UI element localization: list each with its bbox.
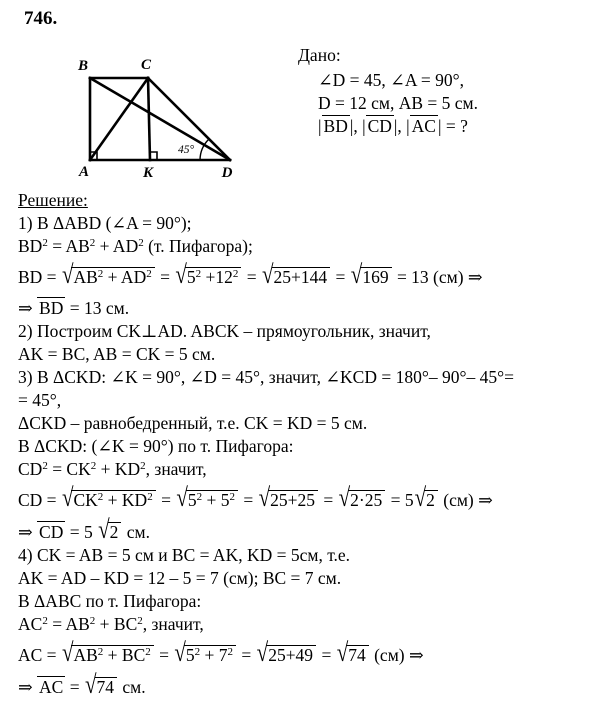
radical-sign: √	[174, 637, 186, 668]
superscript: 2	[42, 237, 48, 249]
geometry-figure	[64, 48, 244, 183]
vector-overline: BD	[39, 298, 64, 318]
vector-overline: AC	[39, 677, 64, 697]
superscript: 2	[137, 615, 143, 627]
solution-line: AC = $√AB^2 + BC^2 = √5^2 + 7^2 = √25+49 = √74$ (см) ⇒	[18, 637, 424, 668]
radicand: $AB^2 + AD^2$	[71, 267, 154, 287]
radical-sign: √	[61, 482, 74, 513]
solution-line: ⇒ CD = 5 √2 см.	[18, 514, 150, 545]
sqrt-expression	[262, 259, 330, 290]
sqrt-expression	[338, 482, 386, 513]
sqrt-expression	[98, 514, 121, 545]
radical-sign: √	[350, 259, 363, 290]
solution-line: $CD^2 = CK^2 + KD^2$, значит,	[18, 459, 207, 479]
radicand: $AB^2 + BC^2$	[71, 645, 153, 665]
sqrt-expression	[256, 637, 316, 668]
solution-line: $AC^2 = AB^2 + BC^2$, значит,	[18, 614, 204, 634]
given-title: Дано:	[298, 45, 341, 65]
superscript: 2	[146, 268, 152, 280]
radical-sign: √	[175, 259, 187, 290]
solution-line: В ΔABC по т. Пифагора:	[18, 591, 202, 611]
radicand: $CK^2 + KD^2$	[71, 490, 155, 510]
radical-sign: √	[336, 637, 349, 668]
solution-line: 3) В ΔCKD: ∠K = 90°, ∠D = 45°, значит, ∠KCD = 180°– 90°– 45°=	[18, 367, 514, 387]
superscript: 2	[42, 615, 48, 627]
solution-line: $BD^2 = AB^2 + AD^2$ (т. Пифагора);	[18, 236, 253, 256]
vertex-label-b: B	[77, 58, 89, 74]
superscript: 2	[232, 268, 239, 280]
solution-line: 1) В ΔABD (∠A = 90°);	[18, 213, 192, 233]
radical-sign: √	[61, 259, 74, 290]
given-line: | BD |, | CD |, | AC | = ?	[318, 115, 468, 136]
radicand: $5^2 +12^2$	[185, 267, 242, 287]
vector-overline: AC	[411, 115, 436, 136]
sqrt-expression	[414, 482, 438, 513]
radicand: $5^2 + 7^2$	[184, 645, 236, 665]
solution-title: Решение:	[18, 190, 88, 210]
solution-line: BD = $√AB^2 + AD^2 = √5^2 +12^2 = √25+144 = √169 = 13$ (см) ⇒	[18, 259, 483, 290]
radicand: 74	[95, 677, 118, 697]
superscript: 2	[140, 460, 146, 472]
radical-sign: √	[262, 259, 274, 290]
solution-block	[18, 188, 604, 699]
segment-ac	[90, 78, 148, 160]
superscript: 2	[97, 491, 104, 503]
superscript: 2	[229, 491, 235, 503]
solution-line: ⇒ AC = √74 см.	[18, 669, 146, 700]
solution-line: = 45°,	[18, 390, 62, 410]
superscript: 2	[89, 237, 96, 249]
vertex-label-a: A	[78, 164, 90, 180]
solution-line: ⇒ BD = 13 см.	[18, 298, 130, 318]
sqrt-expression	[350, 259, 392, 290]
given-line: D = 12 см, AB = 5 см.	[318, 92, 478, 113]
sqrt-expression	[84, 669, 117, 700]
superscript: 2	[42, 460, 48, 472]
superscript: 2	[147, 491, 153, 503]
sqrt-expression	[61, 482, 156, 513]
radical-sign: √	[61, 637, 74, 668]
sqrt-expression	[175, 259, 241, 290]
sqrt-expression	[61, 637, 154, 668]
radical-sign: √	[84, 669, 97, 700]
vertex-label-k: K	[142, 165, 154, 181]
superscript: 2	[138, 237, 144, 249]
radicand: 2	[108, 522, 122, 542]
solution-line: AK = AD – KD = 12 – 5 = 7 (см); BC = 7 см.	[18, 568, 342, 588]
segment-ck	[148, 78, 150, 160]
superscript: 2	[145, 646, 151, 658]
superscript: 2	[89, 615, 96, 627]
solution-line: ΔCKD – равнобедренный, т.е. CK = KD = 5 см.	[18, 413, 368, 433]
vertex-label-d: D	[221, 165, 233, 181]
radicand: $5^2 + 5^2$	[186, 490, 238, 510]
solution-line: AK = BC, AB = CK = 5 см.	[18, 344, 216, 364]
solution-line: 4) CK = AB = 5 см и BC = AK, KD = 5см, т.е.	[18, 545, 351, 565]
sqrt-expression	[61, 259, 155, 290]
given-block	[298, 44, 598, 138]
sqrt-expression	[258, 482, 318, 513]
superscript: 2	[97, 268, 104, 280]
vector-overline: BD	[323, 115, 348, 136]
vector-overline: CD	[367, 115, 392, 136]
radicand: 74	[346, 645, 369, 665]
radical-sign: √	[256, 637, 269, 668]
sqrt-expression	[176, 482, 238, 513]
radicand: 2·25	[348, 490, 385, 510]
superscript: 2	[227, 646, 234, 658]
solution-line: CD = $√CK^2 + KD^2 = √5^2 + 5^2 = √25+25 = √2\cdot 25 = 5√2$ (см) ⇒	[18, 482, 493, 513]
problem-number: 746.	[24, 8, 58, 29]
radicand: 25+144	[272, 267, 331, 287]
sqrt-expression	[336, 637, 369, 668]
radical-sign: √	[258, 482, 271, 513]
superscript: 2	[90, 460, 97, 472]
solution-lines	[18, 212, 604, 699]
superscript: 2	[195, 268, 202, 280]
radical-sign: √	[414, 482, 427, 513]
given-lines	[298, 69, 598, 138]
angle-label-45: 45°	[177, 144, 195, 156]
superscript: 2	[196, 491, 203, 503]
sqrt-expression	[174, 637, 236, 668]
vector-overline: CD	[39, 522, 64, 542]
superscript: 2	[194, 646, 201, 658]
radicand: 25+49	[266, 645, 316, 665]
given-line: ∠D = 45, ∠A = 90°,	[318, 69, 464, 90]
radical-sign: √	[176, 482, 188, 513]
radical-sign: √	[98, 514, 110, 545]
radicand: 2	[424, 490, 438, 510]
superscript: 2	[97, 646, 104, 658]
solution-line: 2) Построим CK⊥AD. ABCK – прямоугольник, значит,	[18, 321, 431, 341]
radicand: 169	[360, 267, 391, 287]
radical-sign: √	[338, 482, 351, 513]
vertex-label-c: C	[140, 57, 152, 73]
solution-line: В ΔCKD: (∠K = 90°) по т. Пифагора:	[18, 436, 294, 456]
radicand: 25+25	[268, 490, 318, 510]
